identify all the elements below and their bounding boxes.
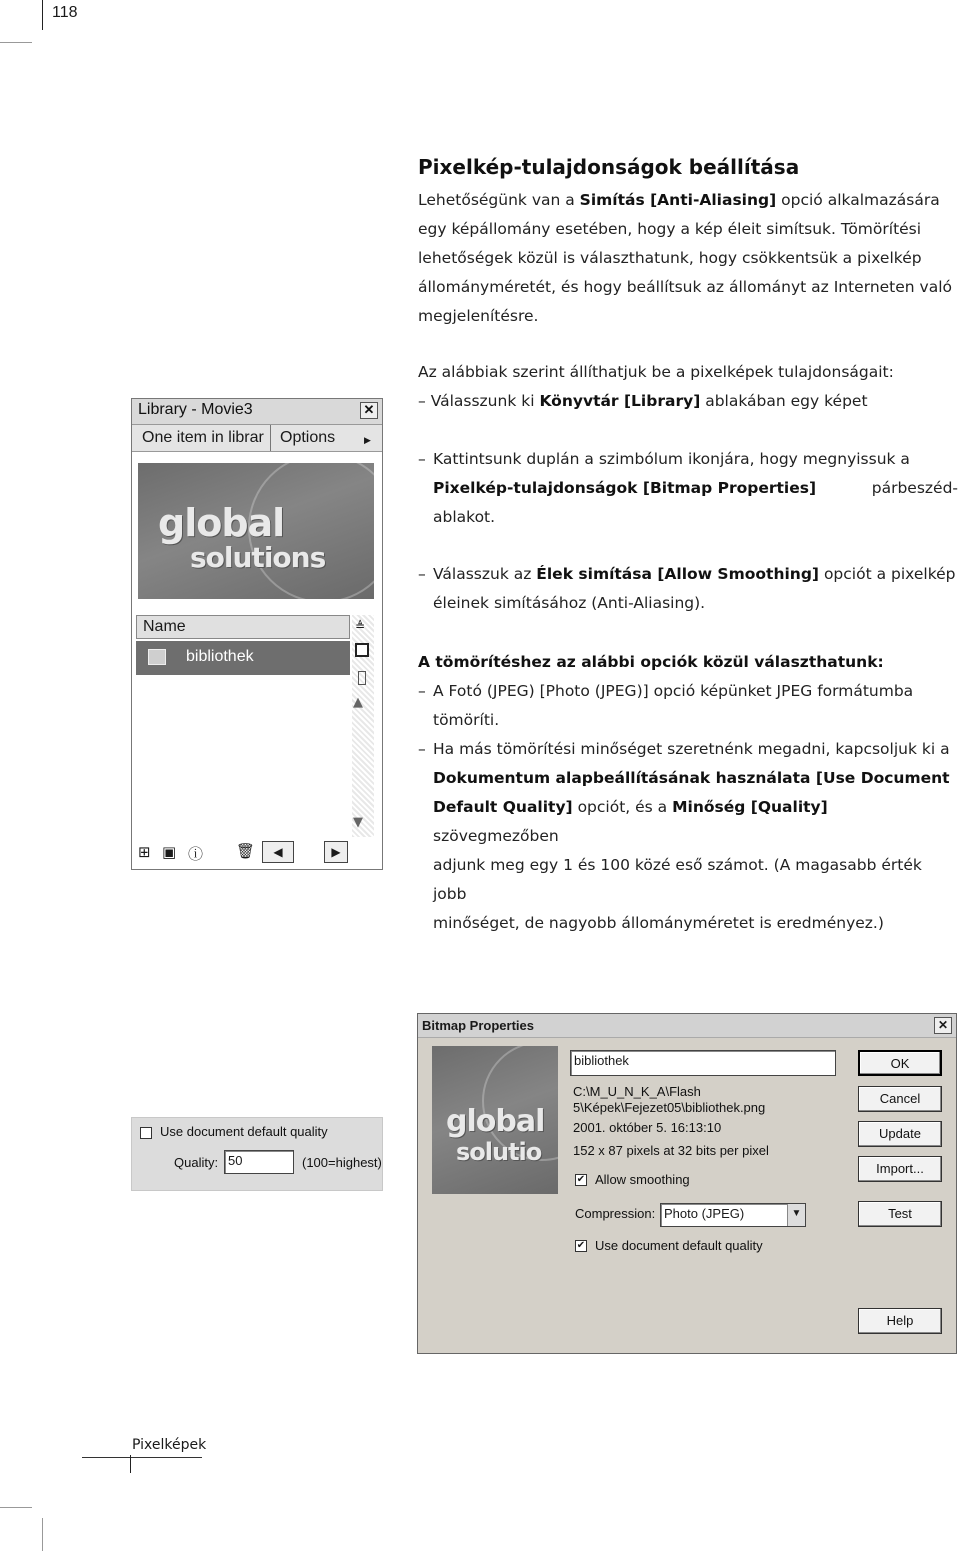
triangle-icon: ▶ <box>364 435 371 445</box>
use-default-quality-label: Use document default quality <box>160 1124 328 1139</box>
new-symbol-icon[interactable]: ⊞ <box>138 843 151 861</box>
step-2 <box>418 445 958 532</box>
step-text: Válasszuk az <box>433 565 537 583</box>
library-preview <box>138 463 374 599</box>
intro-line-2: egy képállomány esetében, hogy a kép éleit simítsuk. Tömörítési <box>418 220 922 238</box>
scroll-right-icon[interactable]: ▶ <box>324 841 348 863</box>
option-text: minőséget, de nagyobb állományméretet is eredményez.) <box>433 914 884 932</box>
intro-text: Lehetőségünk van a <box>418 191 580 209</box>
step-3 <box>418 560 958 618</box>
quality-snippet <box>131 1117 383 1191</box>
intro-text: opció alkalmazására <box>776 191 940 209</box>
option-text: szövegmezőben <box>433 827 559 845</box>
compression-heading: A tömörítéshez az alábbi opciók közül választhatunk: <box>418 653 884 671</box>
intro-line-5: megjelenítésre. <box>418 307 539 325</box>
use-default-quality-label: Use document default quality <box>595 1238 763 1253</box>
bitmap-icon <box>148 649 166 665</box>
compression-select[interactable] <box>660 1203 806 1227</box>
footer-rule <box>82 1457 202 1458</box>
update-button[interactable]: Update <box>858 1121 942 1147</box>
logo-text: global <box>446 1104 545 1139</box>
chevron-down-icon[interactable]: ▼ <box>787 1204 805 1226</box>
steps-intro: Az alábbiak szerint állíthatjuk be a pixelképek tulajdonságait: <box>418 363 894 381</box>
footer-corner-rule <box>0 1507 32 1508</box>
term-quality: Minőség [Quality] <box>672 798 828 816</box>
header-rule <box>42 0 43 30</box>
path-line-1: C:\M_U_N_K_A\Flash <box>573 1084 701 1099</box>
step-1 <box>418 387 958 416</box>
allow-smoothing-label: Allow smoothing <box>595 1172 690 1187</box>
term-use-document-quality: Dokumentum alapbeállításának használata [Use Document <box>433 769 950 787</box>
allow-smoothing-checkbox[interactable]: ✔ <box>576 1174 586 1185</box>
library-titlebar <box>132 399 382 424</box>
step-text: párbeszéd- <box>871 479 958 497</box>
sort-icon[interactable]: ≜ <box>355 619 366 633</box>
scroll-up-icon[interactable]: ▲ <box>353 695 363 710</box>
dash: – <box>418 450 426 468</box>
close-icon[interactable]: ✕ <box>934 1017 952 1034</box>
logo-text: solutions <box>190 541 326 574</box>
close-icon[interactable]: ✕ <box>360 402 378 419</box>
scroll-left-icon[interactable]: ◀ <box>262 841 294 863</box>
use-default-quality-checkbox[interactable] <box>140 1127 152 1139</box>
library-toolbar <box>132 424 382 452</box>
options-menu[interactable]: Options <box>280 429 336 446</box>
footer-tick <box>130 1455 131 1473</box>
step-text: ablakában egy képet <box>700 392 868 410</box>
test-button[interactable]: Test <box>858 1201 942 1227</box>
term-library: Könyvtár [Library] <box>539 392 701 410</box>
narrow-view-icon[interactable] <box>358 671 366 685</box>
library-panel <box>131 398 383 870</box>
new-folder-icon[interactable]: ▣ <box>162 843 177 861</box>
library-item[interactable] <box>136 641 350 675</box>
intro-line-1 <box>418 186 956 215</box>
option-1 <box>418 677 958 735</box>
dialog-title: Bitmap Properties <box>422 1018 534 1033</box>
modified-date: 2001. október 5. 16:13:10 <box>573 1120 722 1135</box>
side-scrollbar[interactable] <box>352 615 374 837</box>
quality-input[interactable]: 50 <box>224 1150 294 1174</box>
cancel-button[interactable]: Cancel <box>858 1086 942 1112</box>
intro-paragraph <box>418 186 956 331</box>
logo-text: global <box>158 501 285 545</box>
wide-view-icon[interactable] <box>355 643 369 657</box>
term-allow-smoothing: Élek simítása [Allow Smoothing] <box>536 565 820 583</box>
option-text: A Fotó (JPEG) [Photo (JPEG)] opció képünket JPEG formátumba <box>433 682 914 700</box>
section-title: Pixelkép-tulajdonságok beállítása <box>418 155 800 179</box>
bitmap-properties-dialog <box>417 1013 957 1354</box>
path-line-2: 5\Képek\Fejezet05\bibliothek.png <box>573 1100 766 1115</box>
dialog-titlebar <box>418 1014 956 1038</box>
page-number: 118 <box>52 4 78 21</box>
term-bitmap-properties: Pixelkép-tulajdonságok [Bitmap Properties] <box>433 479 817 497</box>
option-text: tömöríti. <box>433 711 500 729</box>
logo-text: solutio <box>456 1138 542 1166</box>
intro-line-4: állományméretét, és hogy beállítsuk az állományt az Interneten való <box>418 278 953 296</box>
step-text: éleinek simításához (Anti-Aliasing). <box>433 594 706 612</box>
option-text: Ha más tömörítési minőséget szeretnénk megadni, kapcsoljuk ki a <box>433 740 950 758</box>
library-bottom-bar <box>136 841 350 865</box>
option-text: adjunk meg egy 1 és 100 közé eső számot. (A magasabb érték jobb <box>433 856 922 903</box>
step-text: Kattintsunk duplán a szimbólum ikonjára, hogy megnyissuk a <box>433 450 910 468</box>
ok-button[interactable]: OK <box>858 1050 942 1076</box>
dash: – <box>418 740 426 758</box>
option-2 <box>418 735 958 938</box>
bitmap-preview <box>432 1046 558 1194</box>
step-text: ablakot. <box>433 508 496 526</box>
footer-chapter: Pixelképek <box>132 1437 207 1453</box>
use-default-quality-checkbox[interactable]: ✔ <box>576 1240 586 1251</box>
dimensions-text: 152 x 87 pixels at 32 bits per pixel <box>573 1143 769 1158</box>
intro-line-3: lehetőségek közül is választhatunk, hogy csökkentsük a pixelkép <box>418 249 922 267</box>
properties-icon[interactable]: ⓘ <box>188 845 204 863</box>
footer-corner-tick <box>42 1518 43 1551</box>
compression-value: Photo (JPEG) <box>664 1206 745 1221</box>
toolbar-divider <box>270 425 271 451</box>
library-title: Library - Movie3 <box>138 401 253 418</box>
item-count-label: One item in librar <box>142 429 264 446</box>
term-default-quality: Default Quality] <box>433 798 573 816</box>
help-button[interactable]: Help <box>858 1308 942 1334</box>
column-label: Name <box>143 618 186 635</box>
dash: – <box>418 682 426 700</box>
bitmap-name-input[interactable]: bibliothek <box>570 1050 836 1076</box>
compression-label: Compression: <box>575 1206 656 1221</box>
dash: – <box>418 565 426 583</box>
quality-hint: (100=highest) <box>302 1155 382 1170</box>
quality-label: Quality: <box>174 1155 219 1170</box>
import-button[interactable]: Import... <box>858 1156 942 1182</box>
dash: – <box>418 392 426 410</box>
step-text: opciót a pixelkép <box>819 565 956 583</box>
option-text: opciót, és a <box>572 798 673 816</box>
name-column-header[interactable] <box>136 615 350 639</box>
scroll-down-icon[interactable]: ▼ <box>353 815 363 830</box>
step-text: Válasszunk ki <box>430 392 540 410</box>
header-tick <box>0 42 32 43</box>
trash-icon[interactable]: 🗑 <box>236 842 256 860</box>
term-antialiasing: Simítás [Anti-Aliasing] <box>579 191 777 209</box>
item-name: bibliothek <box>186 648 254 665</box>
